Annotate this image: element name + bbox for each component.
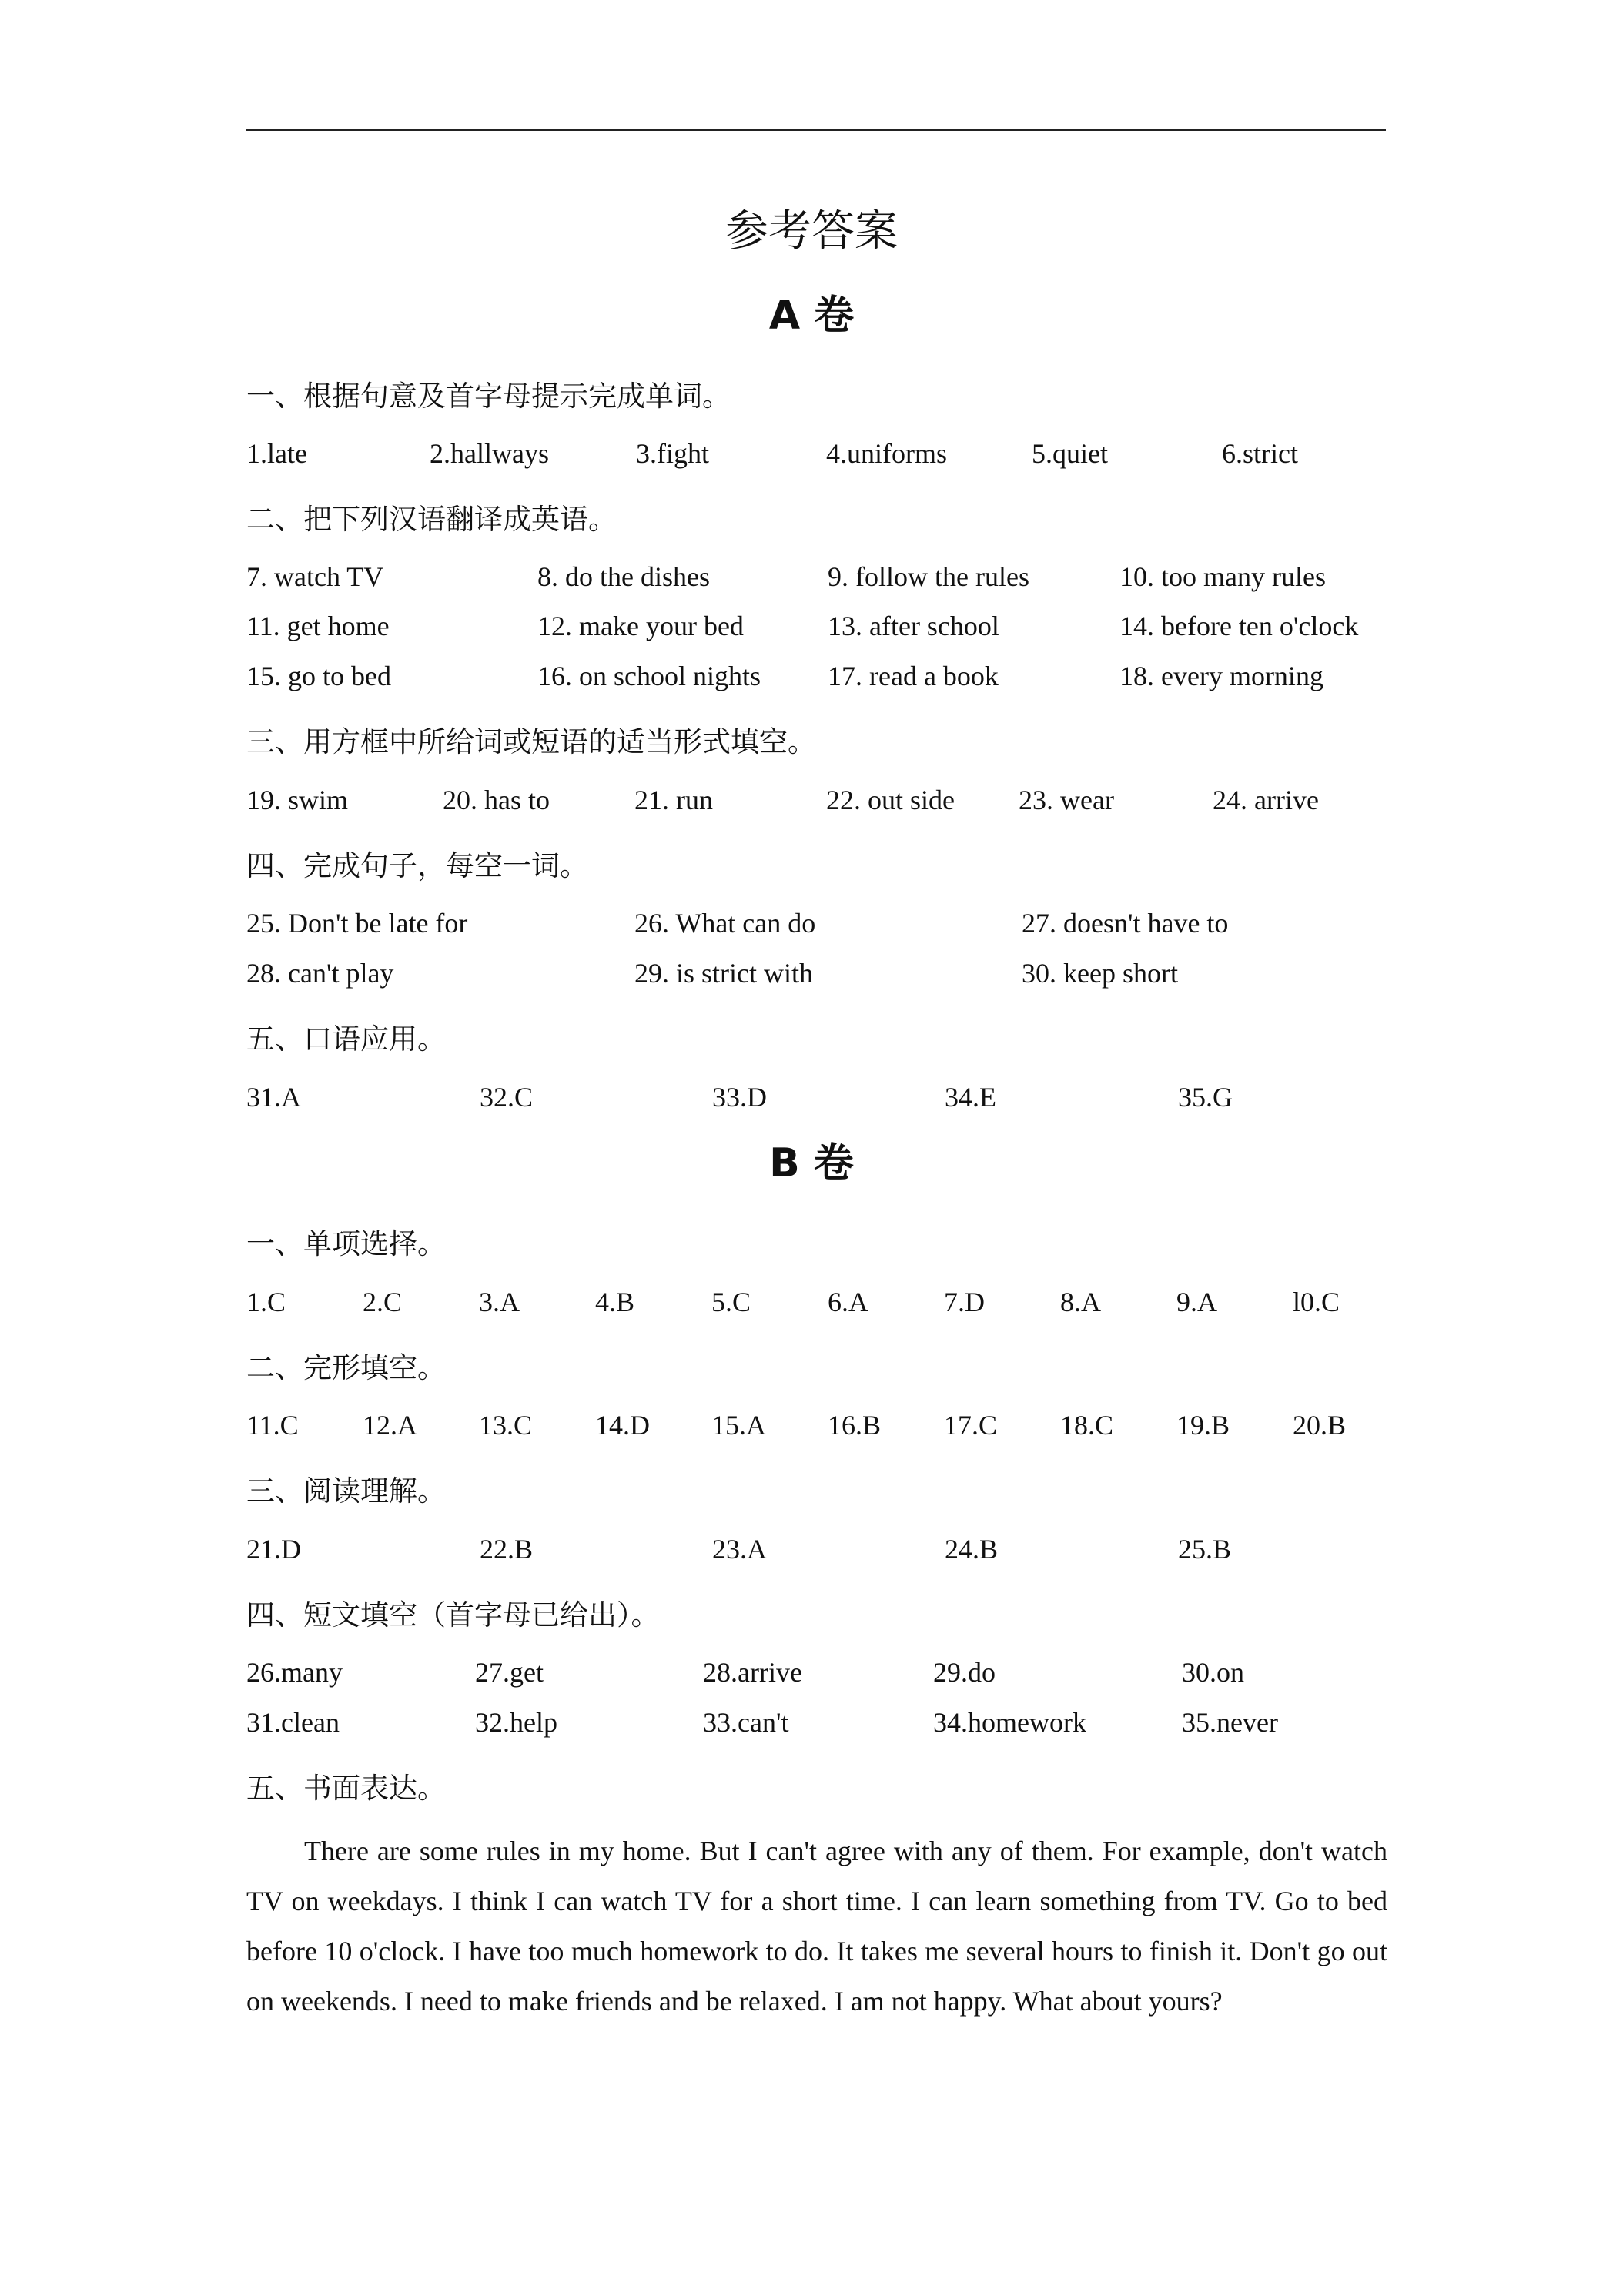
answer-item: 27. doesn't have to <box>1022 908 1229 939</box>
b-section-1-heading: 一、单项选择。 <box>246 1227 446 1260</box>
answer-item: 10. too many rules <box>1119 561 1326 592</box>
answer-item: 23. wear <box>1019 785 1114 815</box>
a-section-5-heading: 五、口语应用。 <box>246 1022 446 1056</box>
answer-item: 33.D <box>712 1082 767 1113</box>
b-section-2-heading: 二、完形填空。 <box>246 1351 446 1384</box>
answer-item: 33.can't <box>703 1707 789 1738</box>
b-section-3-heading: 三、阅读理解。 <box>246 1474 446 1508</box>
answer-item: 17.C <box>944 1410 998 1441</box>
answer-item: 4.uniforms <box>826 438 947 469</box>
answer-item: 2.hallways <box>430 438 549 469</box>
answer-item: 12. make your bed <box>537 611 744 641</box>
answer-item: 17. read a book <box>828 661 999 691</box>
answer-item: 3.fight <box>636 438 709 469</box>
answer-item: 11.C <box>246 1410 299 1441</box>
answer-item: 29.do <box>933 1657 996 1688</box>
answer-item: 35.G <box>1178 1082 1233 1113</box>
answer-item: 1.C <box>246 1287 286 1317</box>
answer-item: 16.B <box>828 1410 882 1441</box>
answer-item: 21. run <box>634 785 713 815</box>
answer-item: 7.D <box>944 1287 985 1317</box>
answer-item: 5.quiet <box>1032 438 1108 469</box>
answer-item: 35.never <box>1182 1707 1278 1738</box>
answer-item: 15. go to bed <box>246 661 391 691</box>
answer-item: 12.A <box>363 1410 417 1441</box>
volume-a-title: A 卷 <box>768 293 855 339</box>
answer-item: 14. before ten o'clock <box>1119 611 1359 641</box>
answer-item: 13.C <box>479 1410 533 1441</box>
answer-item: 1.late <box>246 438 307 469</box>
answer-item: 3.A <box>479 1287 520 1317</box>
answer-item: 32.help <box>475 1707 557 1738</box>
answer-item: 6.strict <box>1222 438 1298 469</box>
answer-item: 13. after school <box>828 611 999 641</box>
answer-item: 30.on <box>1182 1657 1244 1688</box>
answer-item: 20. has to <box>443 785 550 815</box>
answer-item: 31.A <box>246 1082 301 1113</box>
answer-item: 28.arrive <box>703 1657 802 1688</box>
answer-item: 21.D <box>246 1534 301 1565</box>
a-section-3-heading: 三、用方框中所给词或短语的适当形式填空。 <box>246 725 816 758</box>
answer-item: 24. arrive <box>1213 785 1319 815</box>
answer-item: 26. What can do <box>634 908 816 939</box>
answer-item: 6.A <box>828 1287 868 1317</box>
answer-item: 7. watch TV <box>246 561 384 592</box>
answer-item: 9. follow the rules <box>828 561 1029 592</box>
answer-item: 24.B <box>945 1534 999 1565</box>
header-rule <box>246 129 1386 131</box>
answer-item: 18.C <box>1060 1410 1114 1441</box>
a-section-1-heading: 一、根据句意及首字母提示完成单词。 <box>246 380 731 413</box>
b-section-4-heading: 四、短文填空（首字母已给出）。 <box>246 1598 660 1632</box>
answer-item: 31.clean <box>246 1707 340 1738</box>
answer-item: 14.D <box>595 1410 650 1441</box>
a-section-2-heading: 二、把下列汉语翻译成英语。 <box>246 503 617 536</box>
answer-item: 22. out side <box>826 785 955 815</box>
answer-item: 25.B <box>1178 1534 1232 1565</box>
answer-item: 30. keep short <box>1022 958 1178 989</box>
answer-item: 34.homework <box>933 1707 1086 1738</box>
answer-item: 19.B <box>1176 1410 1230 1441</box>
page-title: 参考答案 <box>725 206 898 256</box>
answer-item: 29. is strict with <box>634 958 813 989</box>
b-section-5-heading: 五、书面表达。 <box>246 1772 446 1805</box>
answer-item: 28. can't play <box>246 958 394 989</box>
answer-item: 34.E <box>945 1082 996 1113</box>
answer-item: 18. every morning <box>1119 661 1323 691</box>
answer-item: 23.A <box>712 1534 767 1565</box>
answer-item: 11. get home <box>246 611 390 641</box>
answer-item: 5.C <box>711 1287 751 1317</box>
answer-item: 9.A <box>1176 1287 1217 1317</box>
answer-item: 16. on school nights <box>537 661 761 691</box>
answer-item: 8.A <box>1060 1287 1101 1317</box>
answer-item: 22.B <box>480 1534 534 1565</box>
answer-item: l0.C <box>1293 1287 1340 1317</box>
answer-item: 20.B <box>1293 1410 1347 1441</box>
answer-item: 2.C <box>363 1287 403 1317</box>
answer-item: 4.B <box>595 1287 635 1317</box>
answer-item: 27.get <box>475 1657 544 1688</box>
answer-item: 25. Don't be late for <box>246 908 468 939</box>
answer-item: 15.A <box>711 1410 766 1441</box>
volume-b-title: B 卷 <box>769 1140 854 1186</box>
a-section-4-heading: 四、完成句子，每空一词。 <box>246 849 588 882</box>
answer-item: 32.C <box>480 1082 534 1113</box>
answer-item: 26.many <box>246 1657 343 1688</box>
writing-essay: There are some rules in my home. But I can't agree with any of them. For example, don't watch TV on weekdays. I think I can watch TV for a short time. I can learn something from TV. Go to bed before 10 o'clock. I have too much homework to do. It takes me several hours to finish it. Don't go out on weekends. I need to make friends and be relaxed. I am not happy. What about yours? <box>246 1836 1387 2017</box>
answer-item: 8. do the dishes <box>537 561 710 592</box>
answer-item: 19. swim <box>246 785 349 815</box>
